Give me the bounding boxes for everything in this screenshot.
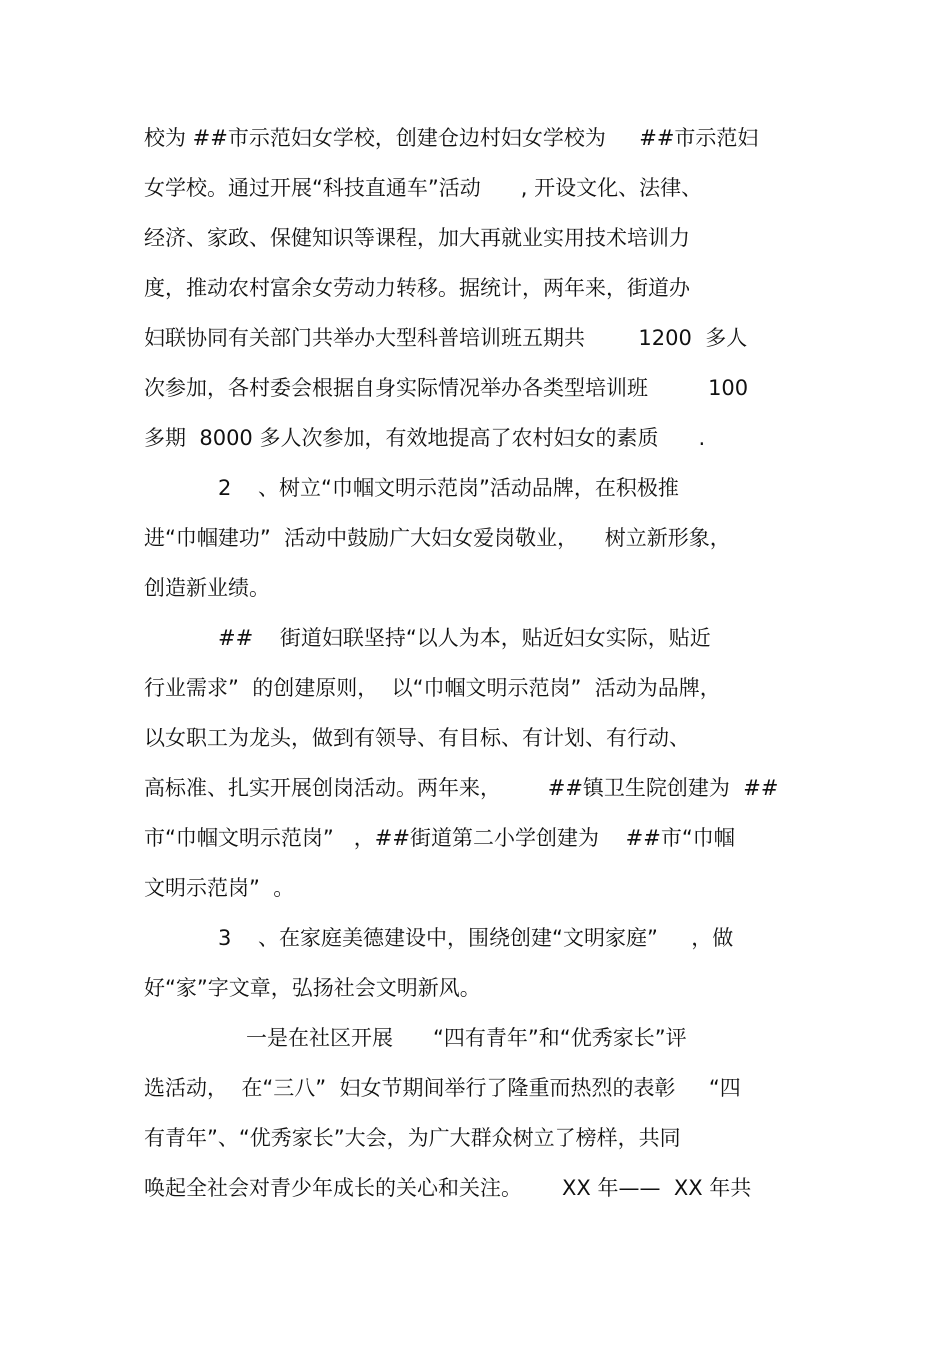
text-line: 度，推动农村富余女劳动力转移。据统计，两年来，街道办	[144, 276, 690, 300]
text-line: 进“巾帼建功” 活动中鼓励广大妇女爱岗敬业， 树立新形象，	[144, 526, 731, 550]
text-line: 妇联协同有关部门共举办大型科普培训班五期共 1200 多人	[144, 326, 748, 350]
text-line: 次参加，各村委会根据自身实际情况举办各类型培训班 100	[144, 376, 749, 400]
text-line: 好“家”字文章，弘扬社会文明新风。	[144, 976, 481, 1000]
text-line: 唤起全社会对青少年成长的关心和关注。 XX 年—— XX 年共	[144, 1176, 752, 1200]
text-line: ## 街道妇联坚持“以人为本，贴近妇女实际，贴近	[218, 626, 711, 650]
text-line: 经济、家政、保健知识等课程，加大再就业实用技术培训力	[144, 226, 690, 250]
text-line: 市“巾帼文明示范岗” ，##街道第二小学创建为 ##市“巾帼	[144, 826, 735, 850]
text-line: 多期 8000 多人次参加，有效地提高了农村妇女的素质 .	[144, 426, 706, 450]
text-line: 文明示范岗” 。	[144, 876, 295, 900]
text-line: 女学校。通过开展“科技直通车”活动 , 开设文化、法律、	[144, 176, 703, 200]
text-line: 一是在社区开展 “四有青年”和“优秀家长”评	[246, 1026, 687, 1050]
text-line: 校为 ##市示范妇女学校，创建仓边村妇女学校为 ##市示范妇	[144, 126, 759, 150]
text-line: 3 、在家庭美德建设中，围绕创建“文明家庭” ，做	[218, 926, 734, 950]
text-line: 2 、树立“巾帼文明示范岗”活动品牌，在积极推	[218, 476, 679, 500]
text-line: 创造新业绩。	[144, 576, 270, 600]
text-line: 有青年”、“优秀家长”大会，为广大群众树立了榜样，共同	[144, 1126, 681, 1150]
text-line: 行业需求” 的创建原则， 以“巾帼文明示范岗” 活动为品牌，	[144, 676, 721, 700]
text-line: 选活动， 在“三八” 妇女节期间举行了隆重而热烈的表彰 “四	[144, 1076, 741, 1100]
text-line: 以女职工为龙头，做到有领导、有目标、有计划、有行动、	[144, 726, 690, 750]
text-line: 高标准、扎实开展创岗活动。两年来， ##镇卫生院创建为 ##	[144, 776, 779, 800]
